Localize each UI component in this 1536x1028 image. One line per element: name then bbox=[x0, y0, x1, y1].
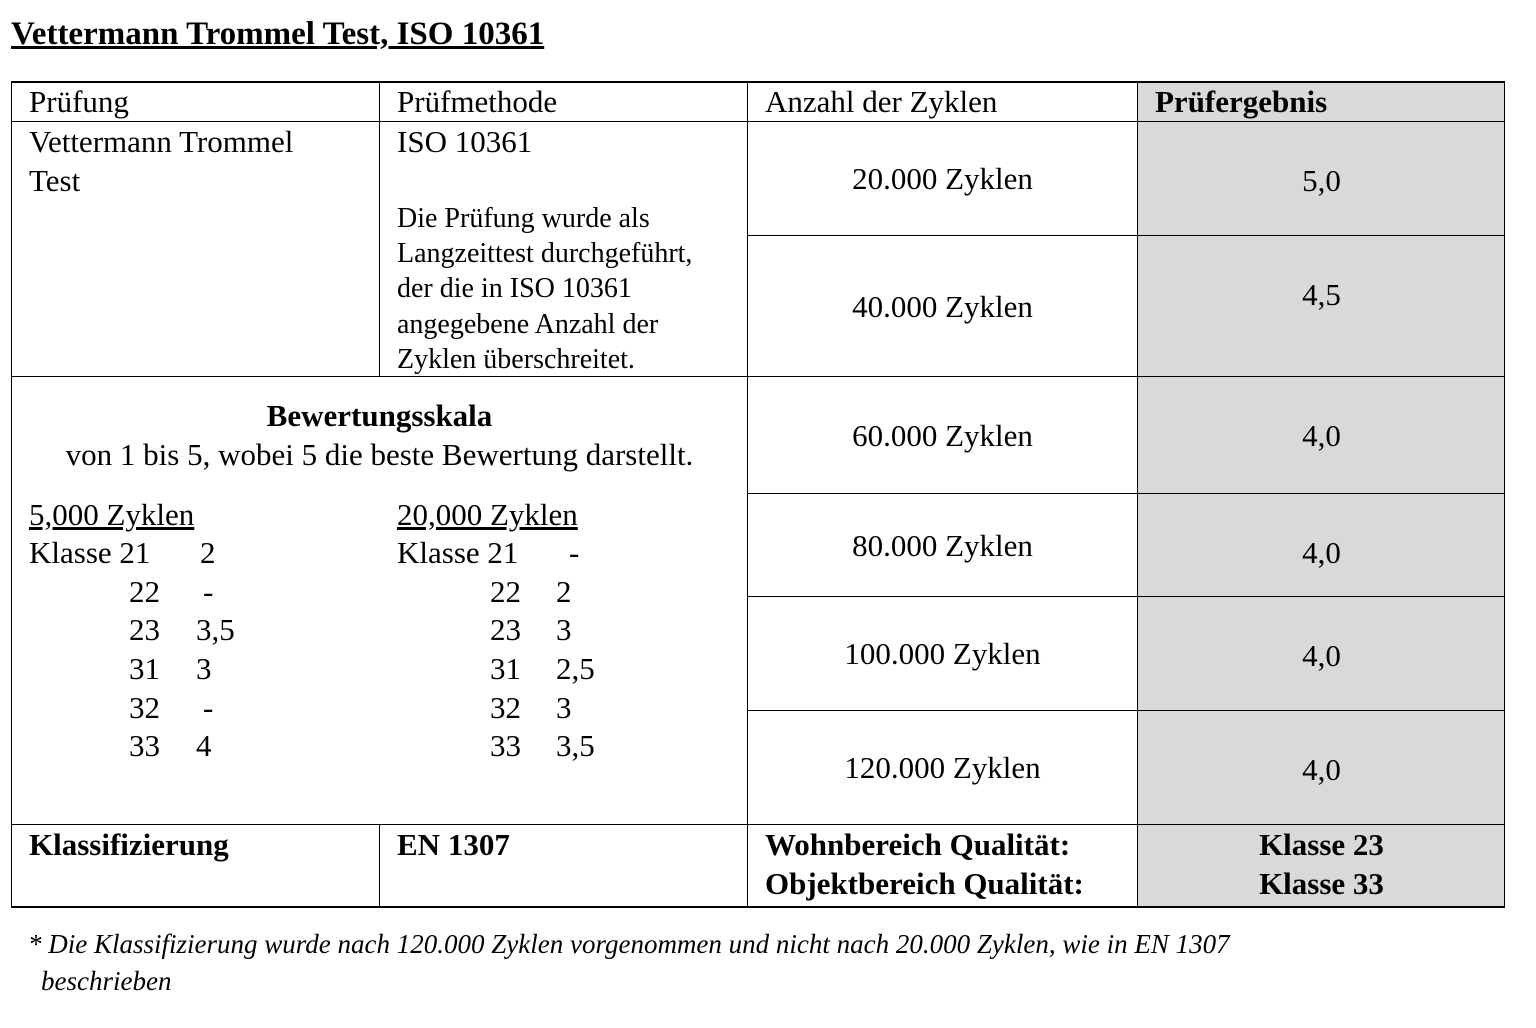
column-border bbox=[379, 81, 380, 377]
result-cell: 5,0 bbox=[1302, 163, 1341, 198]
document-title: Vettermann Trommel Test, ISO 10361 bbox=[11, 16, 545, 52]
cycles-cell: 20.000 Zyklen bbox=[852, 161, 1033, 196]
scale-subtitle: von 1 bis 5, wobei 5 die beste Bewertung darstellt. bbox=[65, 437, 694, 472]
scale-col2-klasse: 23 bbox=[490, 612, 521, 647]
header-anzahl-zyklen: Anzahl der Zyklen bbox=[765, 84, 998, 119]
test-method: ISO 10361 bbox=[397, 124, 533, 159]
column-border bbox=[379, 824, 380, 907]
cycles-cell: 40.000 Zyklen bbox=[852, 289, 1033, 324]
table-border-left bbox=[11, 81, 12, 908]
scale-col1-klasse-label: Klasse 21 bbox=[29, 535, 151, 570]
scale-col1-klasse: 23 bbox=[129, 612, 160, 647]
scale-col2-heading: 20,000 Zyklen bbox=[397, 497, 578, 532]
scale-col2-klasse: 32 bbox=[490, 690, 521, 725]
table-border-bottom bbox=[11, 906, 1505, 908]
scale-col1-value: - bbox=[203, 690, 214, 725]
scale-col2-value: 2 bbox=[556, 574, 572, 609]
result-cell: 4,0 bbox=[1302, 752, 1341, 787]
result-cell: 4,0 bbox=[1302, 535, 1341, 570]
scale-col1-value: - bbox=[203, 574, 214, 609]
scale-col2-klasse: 33 bbox=[490, 728, 521, 763]
cycles-cell: 100.000 Zyklen bbox=[844, 636, 1041, 671]
scale-col2-klasse: 31 bbox=[490, 651, 521, 686]
row-border bbox=[748, 493, 1505, 494]
scale-col1-klasse: 31 bbox=[129, 651, 160, 686]
row-border bbox=[11, 376, 1505, 377]
result-cell: 4,0 bbox=[1302, 418, 1341, 453]
method-description-line: Die Prüfung wurde als bbox=[397, 203, 650, 234]
footnote-line1: * Die Klassifizierung wurde nach 120.000 Zyklen vorgenommen und nicht nach 20.000 Zyklen, wie in EN 1307 bbox=[28, 929, 1230, 959]
scale-col2-klasse-label: Klasse 21 bbox=[397, 535, 519, 570]
scale-title: Bewertungsskala bbox=[266, 398, 493, 433]
scale-col1-value: 3 bbox=[196, 651, 212, 686]
scale-col2-value: 3 bbox=[556, 612, 572, 647]
scale-col2-value: - bbox=[569, 535, 580, 570]
scale-col2-klasse: 22 bbox=[490, 574, 521, 609]
method-description-line: Langzeittest durchgeführt, bbox=[397, 238, 693, 269]
row-border bbox=[748, 710, 1505, 711]
objektbereich-label: Objektbereich Qualität: bbox=[765, 866, 1084, 901]
result-cell: 4,5 bbox=[1302, 277, 1341, 312]
method-description-line: der die in ISO 10361 bbox=[397, 273, 632, 304]
cycles-cell: 80.000 Zyklen bbox=[852, 528, 1033, 563]
header-pruefergebnis: Prüfergebnis bbox=[1155, 84, 1328, 119]
scale-col1-heading: 5,000 Zyklen bbox=[29, 497, 195, 532]
method-description-line: Zyklen überschreitet. bbox=[397, 344, 635, 375]
header-bottom-border bbox=[11, 121, 1505, 122]
cycles-cell: 120.000 Zyklen bbox=[844, 750, 1041, 785]
test-name-line1: Vettermann Trommel bbox=[29, 124, 294, 159]
result-cell: 4,0 bbox=[1302, 638, 1341, 673]
cycles-cell: 60.000 Zyklen bbox=[852, 418, 1033, 453]
footnote bbox=[28, 926, 1508, 1000]
scale-col1-klasse: 22 bbox=[129, 574, 160, 609]
wohnbereich-label: Wohnbereich Qualität: bbox=[765, 827, 1071, 862]
scale-col1-klasse: 32 bbox=[129, 690, 160, 725]
classification-label: Klassifizierung bbox=[29, 827, 229, 862]
header-pruefmethode: Prüfmethode bbox=[397, 84, 558, 119]
classification-standard: EN 1307 bbox=[397, 827, 510, 862]
test-name-line2: Test bbox=[29, 163, 81, 198]
scale-col2-value: 3 bbox=[556, 690, 572, 725]
method-description-line: angegebene Anzahl der bbox=[397, 309, 659, 340]
objektbereich-value: Klasse 33 bbox=[1259, 866, 1384, 901]
wohnbereich-value: Klasse 23 bbox=[1259, 827, 1384, 862]
row-border bbox=[11, 824, 1505, 825]
scale-col1-value: 2 bbox=[200, 535, 216, 570]
row-border bbox=[748, 235, 1505, 236]
footnote-line2: beschrieben bbox=[41, 966, 172, 996]
scale-col1-value: 3,5 bbox=[196, 612, 235, 647]
scale-col1-value: 4 bbox=[196, 728, 212, 763]
row-border bbox=[748, 596, 1505, 597]
scale-col2-value: 2,5 bbox=[556, 651, 595, 686]
header-pruefung: Prüfung bbox=[29, 84, 129, 119]
scale-col2-value: 3,5 bbox=[556, 728, 595, 763]
scale-col1-klasse: 33 bbox=[129, 728, 160, 763]
